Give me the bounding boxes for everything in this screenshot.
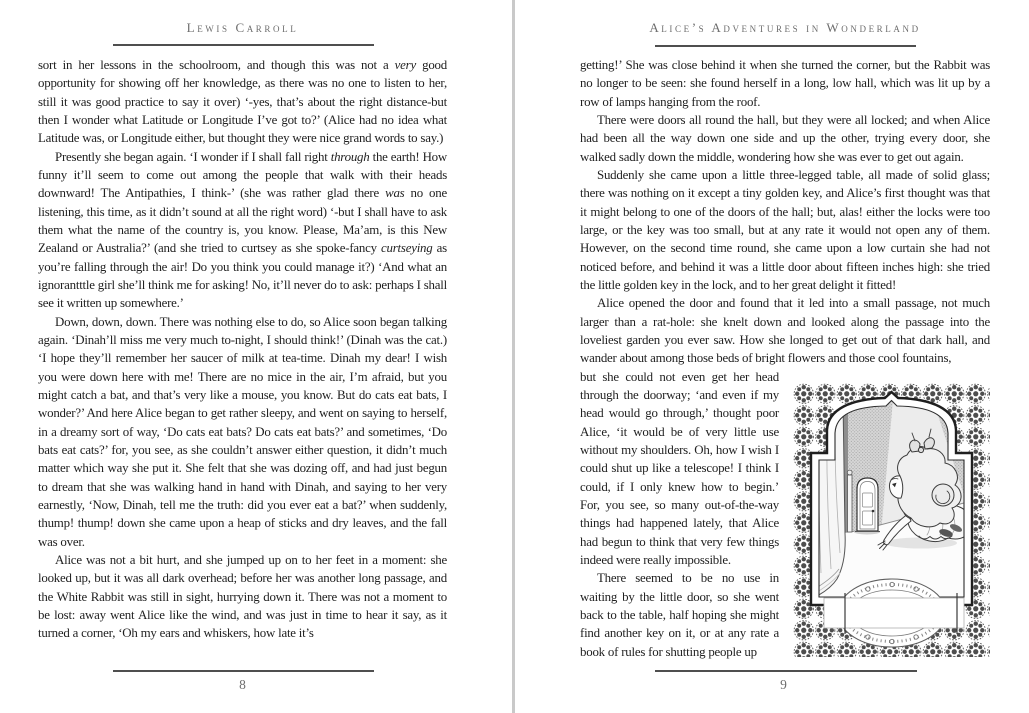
page-number-right: 9: [780, 677, 787, 692]
running-header-right: Alice’s Adventures in Wonderland: [649, 20, 921, 35]
paragraph: There were doors all round the hall, but they were all locked; and when Alice had been all the way down one side and up the other, trying every door, she walked sadly down the middle, wondering how she was ever to get out again.: [580, 112, 990, 164]
footer-rule-right: [655, 670, 917, 672]
paragraph: Suddenly she came upon a little three-legged table, all made of solid glass; there was nothing on it except a tiny golden key, and Alice’s first thought was that it might belong to one of the doors of the hall; but, alas! either the locks were too large, or the key was too small, but at any rate it would not open any of them. However, on the second time round, she came upon a low curtain she had not noticed before, and behind it was a little door about fifteen inches high: she tried the little golden key in the lock, and to her great delight it fitted!: [580, 167, 990, 292]
paragraph: Presently she began again. ‘I wonder if I shall fall right through the earth! How funny it’ll seem to come out among the people that walk with their heads downward! The Antipathies, I think-’ (she was rather glad there was no one listening, this time, as it didn’t sound at all the right word) ‘-but I shall have to ask them what the name of the country is, you know. Please, Ma’am, is this New Zealand or Australia?’ (and she tried to curtsey as she spoke-fancy curtseying as you’re falling through the air! Do you think you could manage it?) ‘And what an ignorantttle girl she’ll think me for asking! No, it’ll never do to ask: perhaps I shall see it written up somewhere.’: [38, 149, 447, 311]
left-page-text: [38, 56, 447, 643]
header-rule-right: [655, 45, 916, 47]
paragraph: but she could not even get her head through the doorway; ‘and even if my head would go through,’ thought poor Alice, ‘it would be of very little use without my shoulders. Oh, how I wish I could shut up like a telescope! I think I could, if I only knew how to begin.’ For, you see, so many out-of-the-way things had happened lately, that Alice had begun to think that very few things indeed were really impossible.: [580, 369, 779, 567]
right-page-text-narrow: [580, 368, 779, 661]
paragraph: Alice was not a bit hurt, and she jumped up on to her feet in a moment: she looked up, but it was all dark overhead; before her was another long passage, and the White Rabbit was still in sight, hurrying down it. There was not a moment to be lost: away went Alice like the wind, and was just in time to hear it say, as it turned a corner, ‘Oh my ears and whiskers, how late it’s: [38, 552, 447, 641]
right-page-text-wide: [580, 56, 990, 368]
illustration-caption: [824, 600, 960, 628]
header-rule-left: [113, 44, 374, 46]
paragraph: getting!’ She was close behind it when she turned the corner, but the Rabbit was no longer to be seen: she found herself in a long, low hall, which was lit up by a row of lamps hanging from the roof.: [580, 58, 990, 109]
paragraph: sort in her lessons in the schoolroom, and though this was not a very good opportunity for showing off her knowledge, as there was no one to listen to her, still it was good practice to say it over) ‘-yes, that’s about the right distance-but then I wonder what Latitude or Longitude I’ve got to?’ (Alice had no idea what Latitude was, or Longitude either, but thought they were nice grand words to say.): [38, 58, 447, 146]
paragraph: Down, down, down. There was nothing else to do, so Alice soon began talking again. ‘Dinah’ll miss me very much to-night, I should think!’ (Dinah was the cat.) ‘I hope they’ll remember her saucer of milk at tea-time. Dinah my dear! I wish you were down here with me! There are no mice in the air, I’m afraid, but you might catch a bat, and that’s very like a mouse, you know. But do cats eat bats, I wonder?’ And here Alice began to get rather sleepy, and went on saying to herself, in a dreamy sort of way, ‘Do cats eat bats? Do cats eat bats?’ and sometimes, ‘Do bats eat cats?’ for, you see, as she couldn’t answer either question, it didn’t much matter which way she put it. She felt that she was dozing off, and had just begun to dream that she was walking hand in hand with Dinah, and saying to her very earnestly, ‘Now, Dinah, tell me the truth: did you ever eat a bat?’ when suddenly, thump! thump! down she came upon a heap of sticks and dry leaves, and the fall was over.: [38, 314, 447, 549]
footer-rule-left: [113, 670, 374, 672]
page-gutter-divider: [512, 0, 515, 713]
running-header-left: Lewis Carroll: [186, 20, 299, 35]
paragraph: There seemed to be no use in waiting by the little door, so she went back to the table, half hoping she might find another key on it, or at any rate a book of rules for shutting people up: [580, 571, 779, 659]
hair-curl: [932, 484, 954, 506]
page-number-left: 8: [239, 677, 246, 692]
paragraph: Alice opened the door and found that it led into a small passage, not much larger than a rat-hole: she knelt down and looked along the passage into the loveliest garden you ever saw. How she longed to get out of that dark hall, and wander about among those beds of bright flowers and those cool fountains,: [580, 296, 990, 366]
